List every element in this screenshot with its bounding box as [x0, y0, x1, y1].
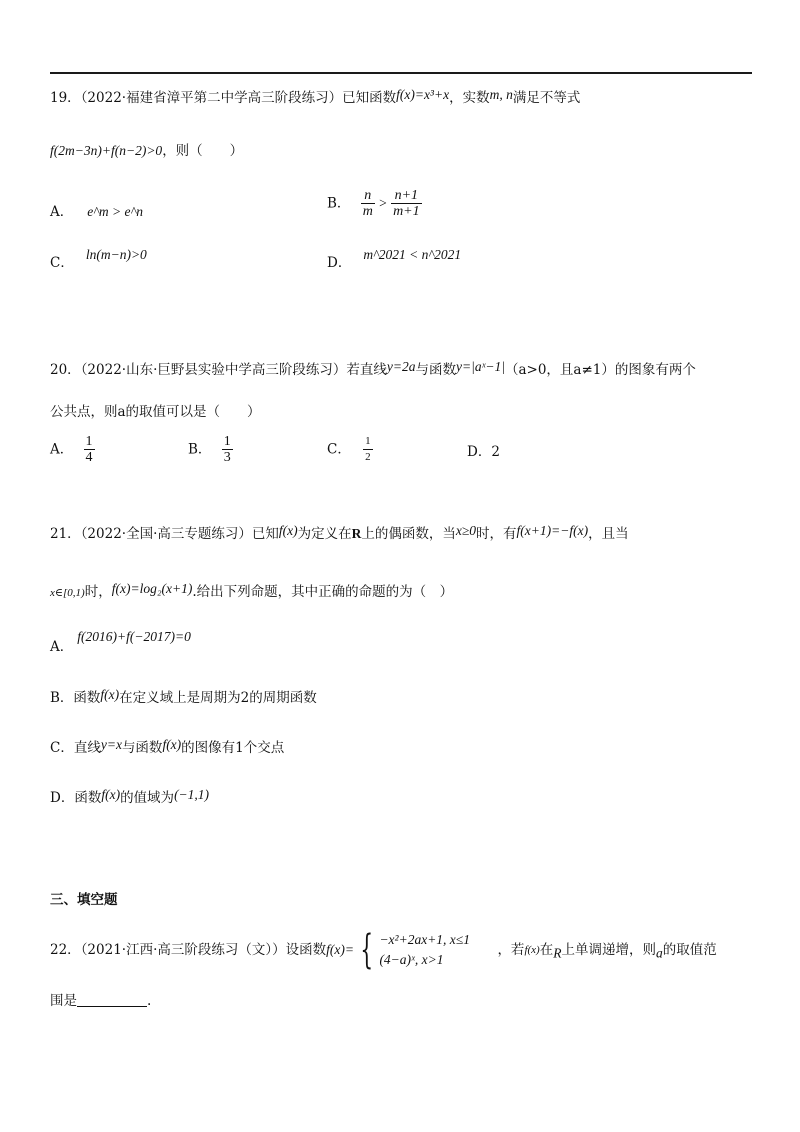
- q21-option-a-math: f(2016)+f(−2017)=0: [77, 629, 191, 644]
- q19-option-d-math: m^2021 < n^2021: [363, 247, 462, 262]
- q22-piecewise: −x²+2ax+1, x≤1 (4−a)ˣ, x>1: [379, 932, 470, 967]
- q20-option-c[interactable]: C． $\frac{1}{2}$: [327, 435, 371, 463]
- q20-option-a-frac: $\frac{1}{4}$: [85, 434, 93, 465]
- q21-definition: f(x)=log₂(x+1): [111, 581, 193, 596]
- q19-func: f(x)=x³+x: [396, 87, 450, 102]
- q20-option-b[interactable]: B． $\frac{1}{3}$: [188, 434, 231, 465]
- q20-option-d[interactable]: D．2: [467, 444, 500, 460]
- q19-inequality: f(2m−3n)+f(n−2)>0: [50, 143, 163, 158]
- q19-option-b-rhs: $\frac{n+1}{m+1}$: [393, 188, 420, 219]
- q21-option-d[interactable]: D．函数f(x)的值域为(−1,1): [50, 787, 210, 806]
- q19-option-c[interactable]: C．ln(m−n)>0: [50, 247, 147, 271]
- q19-option-c-math: ln(m−n)>0: [85, 247, 147, 262]
- q22-answer-blank[interactable]: [77, 994, 147, 1007]
- q22-line2: 围是 .: [50, 993, 152, 1009]
- q21-option-b[interactable]: B．函数f(x)在定义域上是周期为2的周期函数: [50, 687, 317, 706]
- q21-option-a[interactable]: A．f(2016)+f(−2017)=0: [50, 629, 191, 655]
- q19-option-d[interactable]: D．m^2021 < n^2021: [327, 247, 462, 271]
- q19-line2: f(2m−3n)+f(n−2)>0，则（ ）: [50, 143, 244, 159]
- q20-func: y=|aˣ−1|: [456, 359, 505, 374]
- q20-line2: 公共点，则a的取值可以是（ ）: [50, 404, 261, 420]
- top-rule: [50, 72, 752, 74]
- q21-option-c[interactable]: C．直线y=x与函数f(x)的图像有1个交点: [50, 737, 285, 756]
- q21-equation: f(x+1)=−f(x): [516, 523, 589, 538]
- q19-option-a[interactable]: A． e^m > e^n: [50, 204, 143, 220]
- q20-option-c-frac: $\frac{1}{2}$: [365, 435, 371, 463]
- q19-line1: 19．（2022·福建省漳平第二中学高三阶段练习）已知函数f(x)=x³+x，实数m, n满足不等式: [50, 87, 581, 106]
- q19-option-b-lhs: $\frac{n}{m}$: [362, 188, 373, 219]
- q19-option-b[interactable]: B． $\frac{n}{m}$ > $\frac{n+1}{m+1}$: [327, 188, 420, 219]
- q21-line1: 21．（2022·全国·高三专题练习）已知f(x)为定义在R上的偶函数，当x≥0时，有f(x+1)=−f(x)，且当: [50, 523, 629, 542]
- q21-line2: x∈[0,1)时，f(x)=log₂(x+1).给出下列命题，其中正确的命题的为（ ）: [50, 581, 454, 600]
- section-title-fill-in: 三、填空题: [50, 892, 118, 908]
- q20-line: y=2a: [386, 359, 416, 374]
- q22-line1: 22．（2021·江西·高三阶段练习（文））设函数f(x)= { −x²+2ax+1, x≤1 (4−a)ˣ, x>1 ，若f(x)在R上单调递增，则a的取值范: [50, 927, 717, 973]
- q20-line1: 20．（2022·山东·巨野县实验中学高三阶段练习）若直线y=2a与函数y=|aˣ−1|（a>0，且a≠1）的图象有两个: [50, 359, 696, 378]
- q20-option-b-frac: $\frac{1}{3}$: [223, 434, 231, 465]
- q20-option-a[interactable]: A． $\frac{1}{4}$: [50, 434, 93, 465]
- q19-option-a-math: e^m > e^n: [87, 204, 143, 219]
- q22-brace: {: [360, 927, 374, 973]
